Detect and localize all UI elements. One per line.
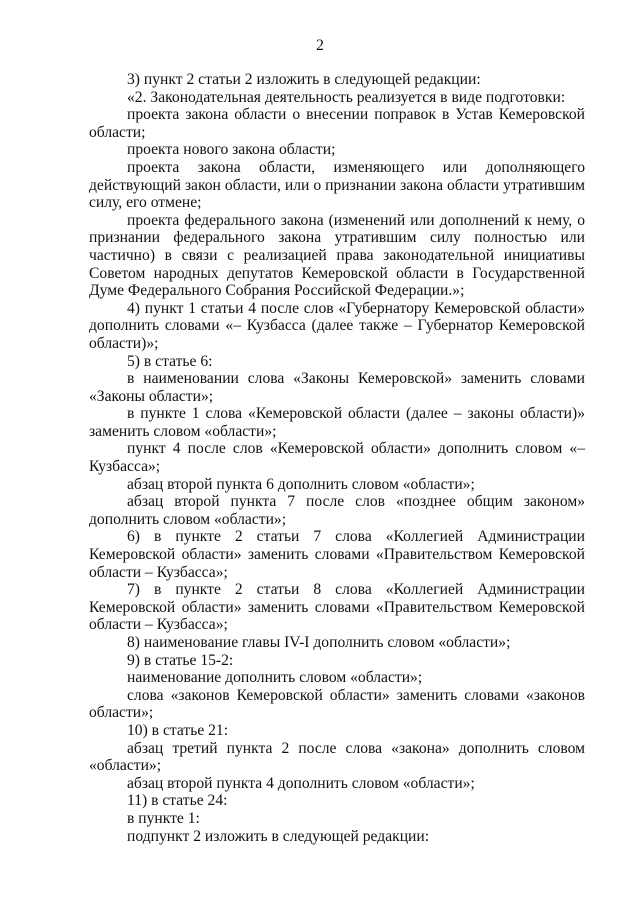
paragraph: подпункт 2 изложить в следующей редакции: <box>127 827 430 845</box>
paragraph: 9) в статье 15-2: <box>127 651 234 669</box>
paragraph: абзац второй пункта 7 после слов «позднее общим законом» дополнить словом «области»; <box>89 493 585 528</box>
paragraph: слова «законов Кемеровской области» заменить словами «законов области»; <box>89 686 585 722</box>
paragraph: в пункте 1: <box>127 809 200 827</box>
paragraph: «2. Законодательная деятельность реализуется в виде подготовки: <box>127 88 566 106</box>
paragraph: 3) пункт 2 статьи 2 изложить в следующей редакции: <box>127 71 481 88</box>
paragraph: 11) в статье 24: <box>127 792 228 810</box>
paragraph: проекта закона области, изменяющего или дополняющего действующий закон области, или о признании закона области утратившим силу, его отмене; <box>89 158 585 212</box>
paragraph: 5) в статье 6: <box>127 352 213 370</box>
paragraph: проекта закона области о внесении поправок в Устав Кемеровской области; <box>89 106 585 141</box>
paragraph: абзац третий пункта 2 после слова «закона» дополнить словом «области»; <box>89 739 585 775</box>
paragraph: в наименовании слова «Законы Кемеровской» заменить словами «Законы области»; <box>89 370 585 405</box>
page-number: 2 <box>316 37 324 54</box>
paragraph: 8) наименование главы IV-I дополнить словом «области»; <box>127 634 511 651</box>
document-body <box>89 71 585 845</box>
paragraph: пункт 4 после слов «Кемеровской области» дополнить словом «– Кузбасса»; <box>89 440 585 476</box>
paragraph: 7) в пункте 2 статьи 8 слова «Коллегией Администрации Кемеровской области» заменить словами «Правительством Кемеровской области – Кузбасса»; <box>89 581 585 634</box>
paragraph: проекта нового закона области; <box>127 141 336 159</box>
paragraph: в пункте 1 слова «Кемеровской области (далее – законы области)» заменить словом «области»; <box>89 405 585 440</box>
paragraph: 10) в статье 21: <box>127 721 229 739</box>
paragraph: проекта федерального закона (изменений или дополнений к нему, о признании федерального закона утратившим силу полностью или частично) в связи с реализацией права законодательной инициативы Советом народных депутатов Кемеровской области в Государственной Думе Федерального Собрания Российской Федерации.»; <box>89 211 585 300</box>
paragraph: 6) в пункте 2 статьи 7 слова «Коллегией Администрации Кемеровской области» заменить словами «Правительством Кемеровской области – Кузбасса»; <box>89 528 585 581</box>
paragraph: 4) пункт 1 статьи 4 после слов «Губернатору Кемеровской области» дополнить словами «– Кузбасса (далее также – Губернатор Кемеровской области)»; <box>89 299 585 352</box>
paragraph: абзац второй пункта 6 дополнить словом «области»; <box>127 475 475 493</box>
paragraph: наименование дополнить словом «области»; <box>127 669 423 687</box>
paragraph: абзац второй пункта 4 дополнить словом «области»; <box>127 774 475 792</box>
